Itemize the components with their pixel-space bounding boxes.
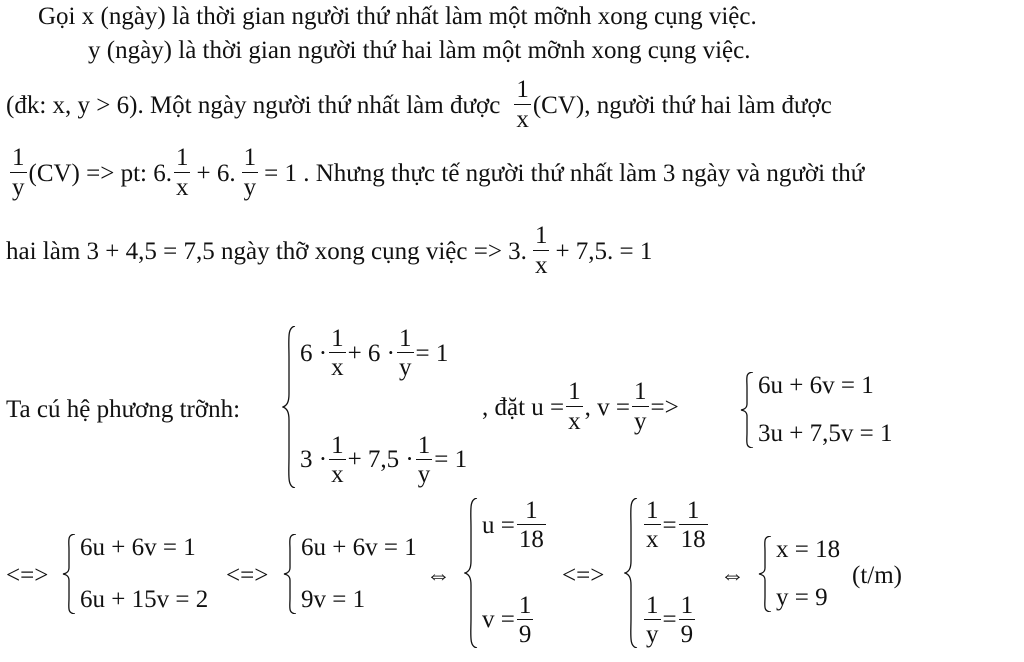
fraction-1-over-x (514, 77, 531, 133)
system-uv-eq-1: 6u + 6v = 1 (758, 372, 874, 399)
substitution-text: , đặt u = (482, 393, 565, 421)
system-e (624, 498, 710, 648)
iff-arrow-icon: ⇔ (426, 562, 451, 589)
text-line-2: y (ngày) là thời gian người thứ hai làm một mỡnh xong cụng việc. (88, 37, 751, 64)
term: u = (482, 511, 515, 539)
denominator: x (175, 173, 189, 201)
iff-arrow-icon: ⇔ (720, 562, 745, 589)
valid-note: (t/m) (852, 562, 902, 589)
system-intro: Ta cú hệ phương trỡnh: (6, 396, 241, 423)
brace-icon (758, 536, 772, 612)
system-b-eq-1: 6u + 6v = 1 (80, 534, 196, 561)
text-line-3-part-a: (đk: x, y > 6). Một ngày người thứ nhất làm được (6, 91, 501, 119)
numerator: 1 (331, 325, 344, 352)
text-line-3 (6, 72, 832, 138)
system-original-eq-1 (300, 326, 467, 382)
term: v = (482, 606, 515, 634)
numerator: 1 (568, 378, 581, 406)
denominator: y (243, 173, 257, 201)
numerator: 1 (525, 497, 538, 524)
implies-arrow: => (650, 393, 679, 421)
denominator: x (646, 526, 659, 554)
numerator: 1 (686, 497, 700, 524)
numerator: 1 (175, 144, 189, 172)
system-final-eq-2: y = 9 (776, 584, 828, 611)
text-line-3-part-b: (CV), người thứ hai làm được (532, 91, 832, 119)
system-c-eq-1: 6u + 6v = 1 (301, 534, 417, 561)
term: 6 · (300, 339, 328, 367)
denominator: y (417, 460, 431, 488)
substitution (482, 372, 679, 442)
numerator: 1 (518, 591, 532, 619)
denominator: 18 (680, 526, 706, 554)
equiv-sign: <=> (226, 562, 269, 589)
denominator: y (399, 354, 412, 382)
text-line-4-part-c: + 6. (196, 159, 236, 187)
system-final-eq-1: x = 18 (776, 536, 841, 563)
system-c-eq-2: 9v = 1 (301, 586, 366, 613)
denominator: y (646, 620, 659, 648)
text-line-1: Gọi x (ngày) là thời gian người thứ nhất làm một mỡnh xong cụng việc. (38, 3, 757, 30)
text-line-4 (8, 140, 868, 206)
fraction-1-over-x (566, 379, 583, 435)
numerator: 1 (534, 222, 548, 250)
system-b-eq-2: 6u + 15v = 2 (80, 586, 209, 613)
fraction-1-over-y (632, 379, 649, 435)
brace-icon (283, 534, 297, 614)
denominator: 9 (518, 620, 532, 648)
fraction-1-over-x (174, 145, 191, 201)
system-original (282, 326, 467, 488)
denominator: 18 (518, 526, 544, 554)
term: 3 · (300, 446, 328, 474)
system-d-eq-1 (482, 498, 548, 554)
system-d-eq-2 (482, 593, 548, 649)
system-c (283, 534, 417, 614)
text-line-5-part-a: hai làm 3 + 4,5 = 7,5 ngày thỡ xong cụng việc => 3. (6, 237, 527, 265)
denominator: x (331, 354, 344, 382)
text-line-5 (6, 216, 656, 286)
numerator: 1 (399, 325, 412, 352)
text-line-4-part-d: = 1 . Nhưng thực tế người thứ nhất làm 3 ngày và người thứ (264, 159, 865, 187)
denominator: y (634, 407, 647, 435)
system-uv (740, 372, 892, 448)
brace-icon (464, 498, 478, 648)
substitution-text: , v = (584, 393, 631, 421)
denominator: 9 (680, 620, 694, 648)
numerator: 1 (680, 591, 694, 619)
fraction-1-over-x (533, 223, 550, 279)
term: + 6 · (347, 339, 396, 367)
brace-icon (62, 534, 76, 614)
brace-icon (624, 498, 638, 648)
text-line-5-part-b: + 7,5. = 1 (555, 237, 653, 265)
term: = (662, 606, 677, 634)
denominator: x (568, 407, 581, 435)
text-line-4-part-b: (CV) => pt: 6. (28, 159, 172, 187)
numerator: 1 (646, 497, 659, 524)
equiv-sign: <=> (562, 562, 605, 589)
term: + 7,5 · (347, 446, 414, 474)
system-b (62, 534, 208, 614)
denominator: x (331, 460, 344, 488)
term: = (662, 511, 677, 539)
system-d (464, 498, 548, 648)
numerator: 1 (331, 431, 344, 459)
fraction-1-over-y (10, 145, 27, 201)
system-original-eq-2 (300, 433, 467, 489)
denominator: y (12, 173, 25, 201)
term: = 1 (415, 339, 449, 367)
fraction-1-over-y (242, 145, 259, 201)
system-e-eq-1 (642, 498, 710, 554)
numerator: 1 (516, 76, 529, 104)
term: = 1 (434, 446, 468, 474)
brace-icon (740, 372, 754, 448)
system-uv-eq-2: 3u + 7,5v = 1 (758, 420, 893, 447)
numerator: 1 (417, 431, 431, 459)
brace-icon (282, 326, 296, 488)
numerator: 1 (634, 378, 647, 406)
denominator: x (534, 251, 548, 279)
system-e-eq-2 (642, 593, 710, 649)
numerator: 1 (243, 144, 257, 172)
system-final (758, 536, 840, 612)
denominator: x (516, 105, 529, 133)
numerator: 1 (12, 144, 25, 172)
equiv-sign: <=> (6, 562, 49, 589)
numerator: 1 (646, 591, 659, 619)
